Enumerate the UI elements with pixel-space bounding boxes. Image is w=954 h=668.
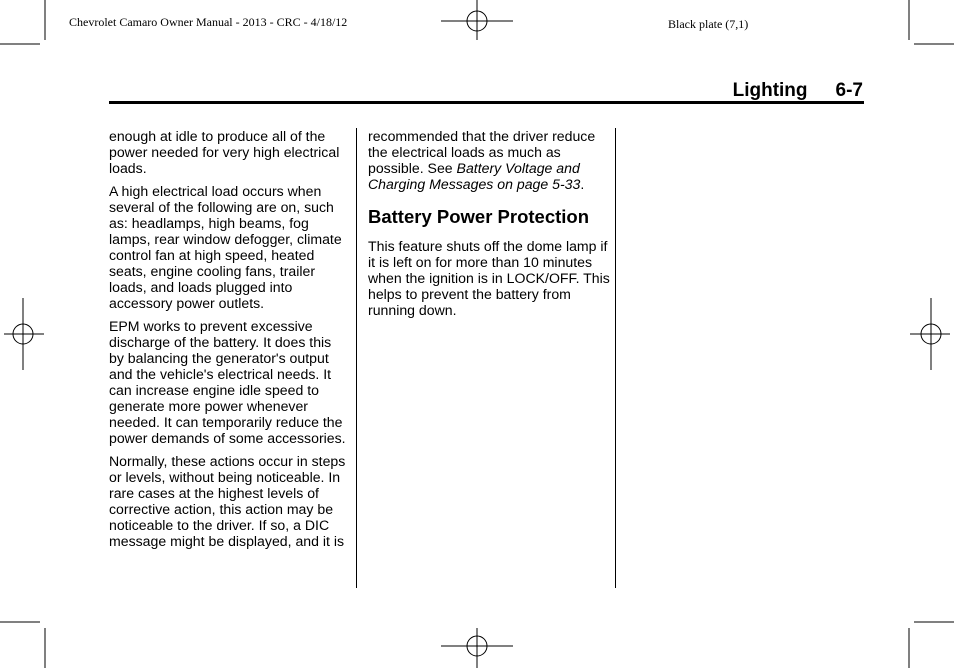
paragraph: EPM works to prevent excessive discharge of the battery. It does this by balancing the generator's output and the vehicle's electrical needs. It can increase engine idle speed to generate more power whenever needed. It can temporarily reduce the power demands of some accessories.	[109, 318, 346, 446]
paragraph: A high electrical load occurs when several of the following are on, such as: headlamps, high beams, fog lamps, rear window defogger, climate control fan at high speed, heated seats, engine cooling fans, trailer loads, and loads plugged into accessory power outlets.	[109, 183, 342, 311]
print-slug-right: Black plate (7,1)	[668, 17, 749, 31]
paragraph-text: .	[580, 176, 585, 192]
page-number: 6-7	[835, 80, 863, 101]
paragraph: Normally, these actions occur in steps or levels, without being noticeable. In rare cases at the highest levels of corrective action, this action may be noticeable to the driver. If so, a DIC message might be displayed, and it is	[109, 453, 346, 549]
paragraph: This feature shuts off the dome lamp if it is left on for more than 10 minutes when the ignition is in LOCK/OFF. This helps to prevent the battery from running down.	[368, 238, 610, 318]
column-2	[368, 128, 610, 325]
paragraph: enough at idle to produce all of the power needed for very high electrical loads.	[109, 128, 340, 176]
column-divider	[615, 128, 616, 588]
column-1	[109, 128, 349, 556]
paragraph	[368, 128, 610, 192]
page-header	[733, 80, 863, 102]
print-slug-left: Chevrolet Camaro Owner Manual - 2013 - CRC - 4/18/12	[69, 15, 348, 29]
cross-reference: Battery Voltage and Charging Messages on page 5-33	[368, 160, 581, 192]
column-divider	[356, 128, 357, 588]
section-heading: Battery Power Protection	[368, 206, 590, 227]
paragraph-text: recommended that the driver reduce the electrical loads as much as possible. See	[368, 128, 596, 176]
header-rule	[109, 101, 864, 104]
section-title: Lighting	[732, 80, 808, 101]
